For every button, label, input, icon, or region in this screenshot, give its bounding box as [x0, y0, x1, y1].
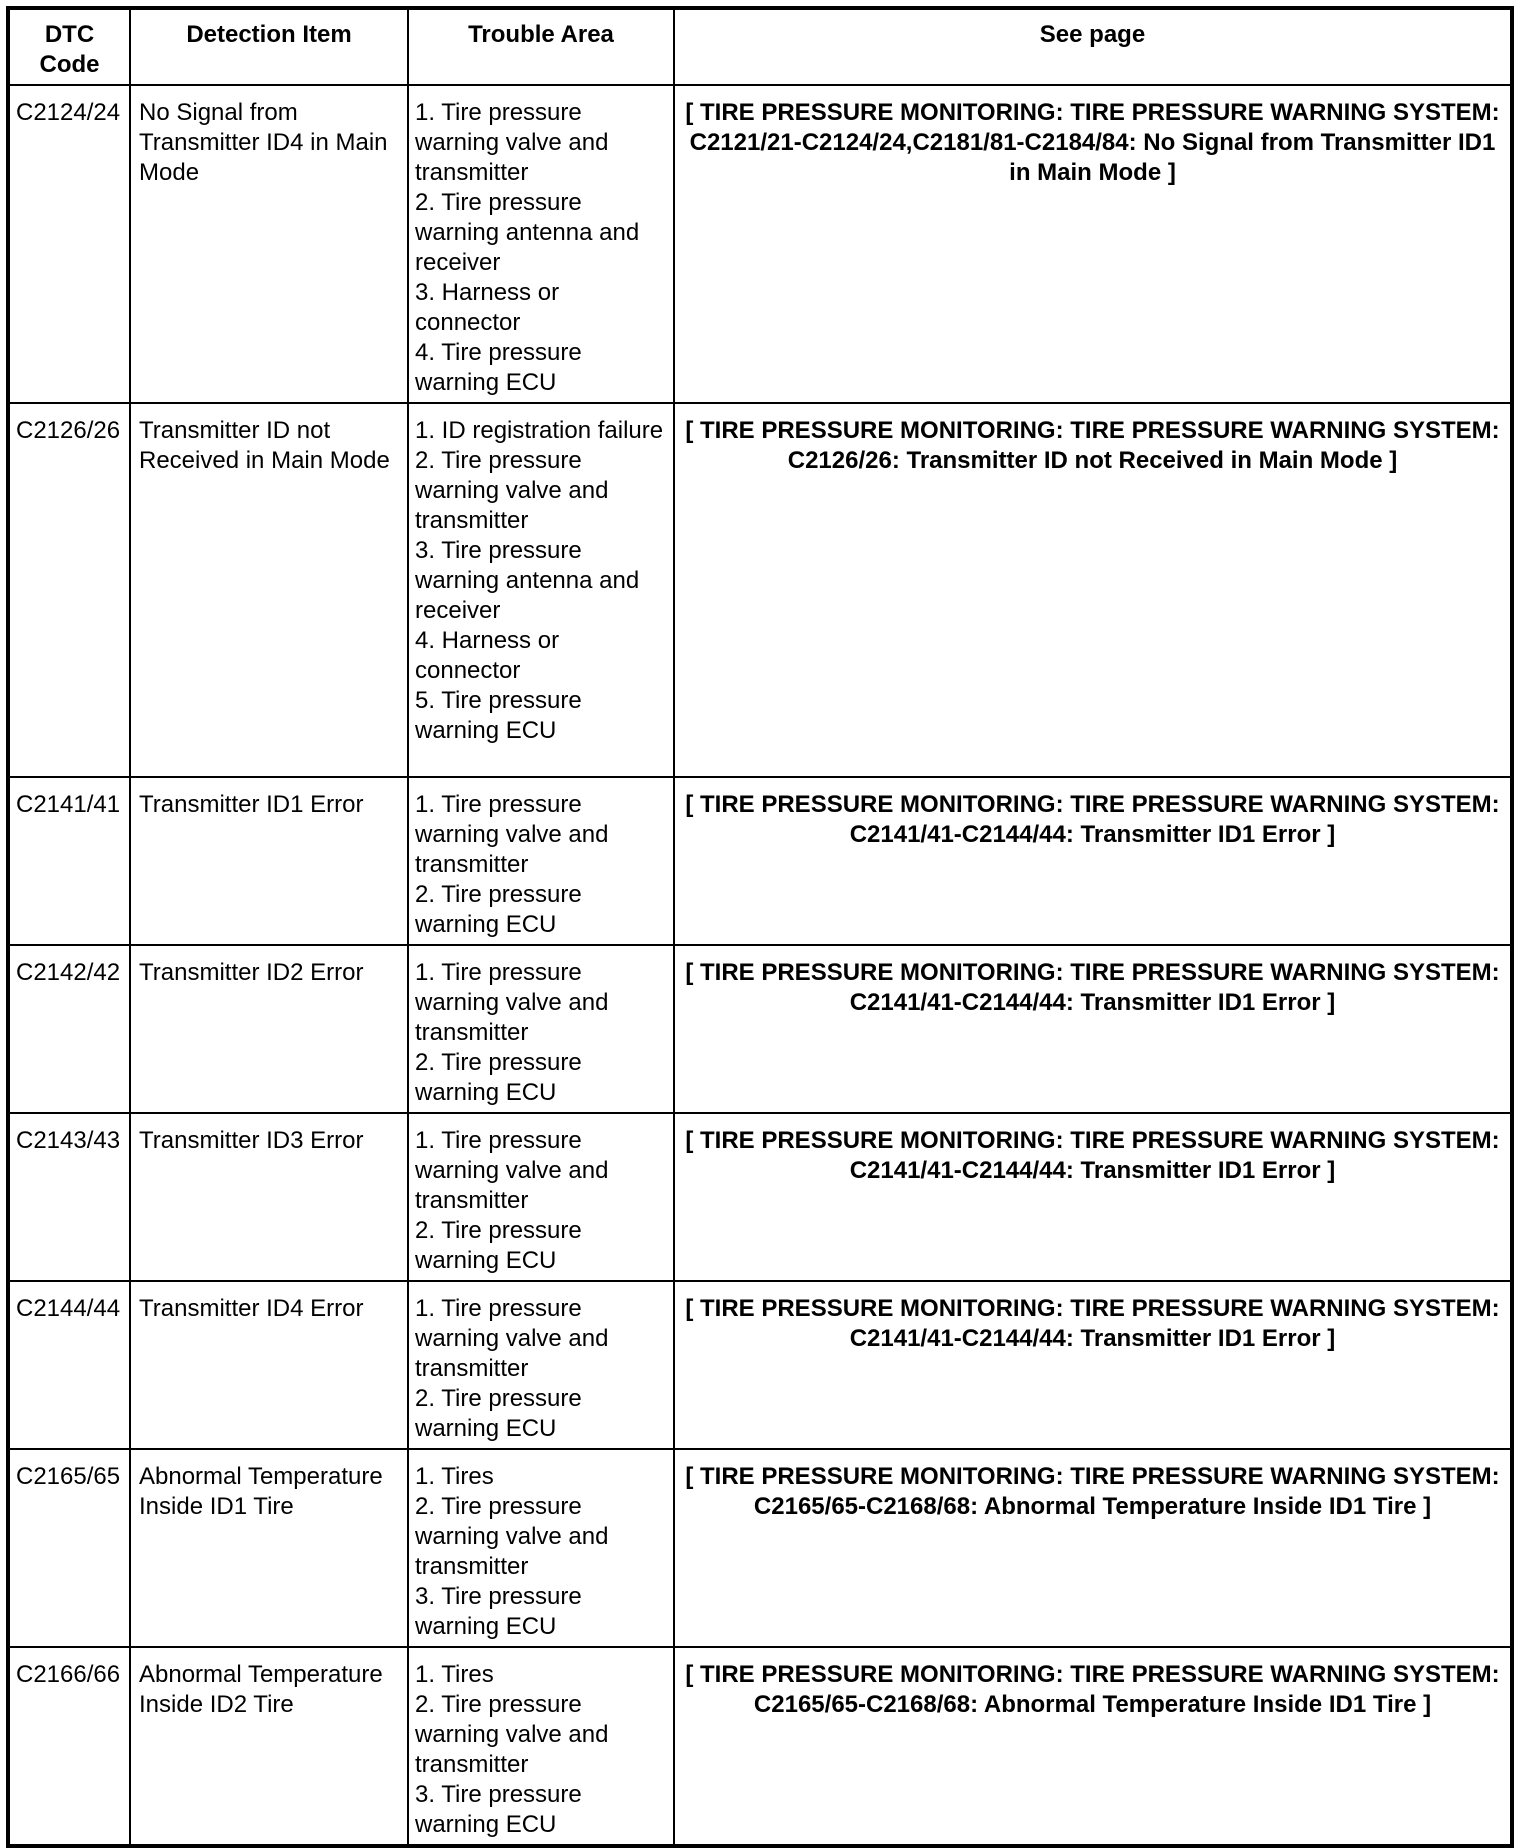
detection-item-cell: No Signal from Transmitter ID4 in Main Mode	[130, 85, 408, 403]
trouble-area-item: 2. Tire pressure warning valve and transmitter	[415, 447, 609, 534]
detection-item-cell: Transmitter ID2 Error	[130, 945, 408, 1113]
trouble-area-item: 2. Tire pressure warning antenna and receiver	[415, 189, 640, 276]
see-page-link[interactable]: [ TIRE PRESSURE MONITORING: TIRE PRESSURE WARNING SYSTEM: C2126/26: Transmitter ID not Received in Main Mode ]	[674, 403, 1512, 777]
trouble-area-item: 1. Tire pressure warning valve and transmitter	[415, 1295, 609, 1382]
trouble-area-cell	[408, 85, 674, 403]
dtc-table	[6, 6, 1514, 1848]
dtc-code-cell: C2166/66	[8, 1647, 130, 1846]
trouble-area-cell	[408, 1113, 674, 1281]
detection-item-cell: Transmitter ID3 Error	[130, 1113, 408, 1281]
table-row	[8, 85, 1512, 403]
table-row	[8, 1113, 1512, 1281]
trouble-area-cell	[408, 1449, 674, 1647]
detection-item-cell: Abnormal Temperature Inside ID1 Tire	[130, 1449, 408, 1647]
trouble-area-cell	[408, 403, 674, 777]
see-page-link[interactable]: [ TIRE PRESSURE MONITORING: TIRE PRESSURE WARNING SYSTEM: C2141/41-C2144/44: Transmitter ID1 Error ]	[674, 777, 1512, 945]
detection-item-cell: Abnormal Temperature Inside ID2 Tire	[130, 1647, 408, 1846]
trouble-area-item: 1. Tire pressure warning valve and transmitter	[415, 99, 609, 186]
trouble-area-cell	[408, 1281, 674, 1449]
trouble-area-item: 2. Tire pressure warning valve and transmitter	[415, 1493, 609, 1580]
table-body	[8, 85, 1512, 1846]
see-page-link[interactable]: [ TIRE PRESSURE MONITORING: TIRE PRESSURE WARNING SYSTEM: C2165/65-C2168/68: Abnormal Temperature Inside ID1 Tire ]	[674, 1647, 1512, 1846]
table-row	[8, 403, 1512, 777]
trouble-area-item: 2. Tire pressure warning ECU	[415, 1049, 582, 1106]
see-page-link[interactable]: [ TIRE PRESSURE MONITORING: TIRE PRESSURE WARNING SYSTEM: C2121/21-C2124/24,C2181/81-C2184/84: No Signal from Transmitter ID1 in Main Mode ]	[674, 85, 1512, 403]
trouble-area-item: 1. Tire pressure warning valve and transmitter	[415, 959, 609, 1046]
trouble-area-cell	[408, 777, 674, 945]
table-row	[8, 777, 1512, 945]
trouble-area-item: 1. Tires	[415, 1463, 494, 1490]
trouble-area-cell	[408, 1647, 674, 1846]
see-page-link[interactable]: [ TIRE PRESSURE MONITORING: TIRE PRESSURE WARNING SYSTEM: C2141/41-C2144/44: Transmitter ID1 Error ]	[674, 1281, 1512, 1449]
trouble-area-item: 2. Tire pressure warning ECU	[415, 881, 582, 938]
trouble-area-item: 2. Tire pressure warning ECU	[415, 1217, 582, 1274]
table-row	[8, 945, 1512, 1113]
trouble-area-item: 4. Harness or connector	[415, 627, 560, 684]
dtc-code-cell: C2144/44	[8, 1281, 130, 1449]
trouble-area-item: 1. Tire pressure warning valve and transmitter	[415, 791, 609, 878]
see-page-link[interactable]: [ TIRE PRESSURE MONITORING: TIRE PRESSURE WARNING SYSTEM: C2141/41-C2144/44: Transmitter ID1 Error ]	[674, 945, 1512, 1113]
trouble-area-item: 1. Tires	[415, 1661, 494, 1688]
trouble-area-item: 3. Tire pressure warning ECU	[415, 1583, 582, 1640]
detection-item-cell: Transmitter ID4 Error	[130, 1281, 408, 1449]
trouble-area-item: 1. Tire pressure warning valve and transmitter	[415, 1127, 609, 1214]
dtc-code-cell: C2165/65	[8, 1449, 130, 1647]
trouble-area-item: 2. Tire pressure warning ECU	[415, 1385, 582, 1442]
table-header	[8, 8, 1512, 85]
trouble-area-item: 3. Harness or connector	[415, 279, 560, 336]
dtc-code-cell: C2124/24	[8, 85, 130, 403]
trouble-area-item: 4. Tire pressure warning ECU	[415, 339, 582, 396]
header-dtc-code: DTC Code	[8, 8, 130, 85]
header-trouble-area: Trouble Area	[408, 8, 674, 85]
table-row	[8, 1281, 1512, 1449]
header-row	[8, 8, 1512, 85]
trouble-area-item: 3. Tire pressure warning ECU	[415, 1781, 582, 1838]
trouble-area-item: 1. ID registration failure	[415, 417, 664, 444]
dtc-code-cell: C2126/26	[8, 403, 130, 777]
header-detection-item: Detection Item	[130, 8, 408, 85]
see-page-link[interactable]: [ TIRE PRESSURE MONITORING: TIRE PRESSURE WARNING SYSTEM: C2141/41-C2144/44: Transmitter ID1 Error ]	[674, 1113, 1512, 1281]
table-row	[8, 1647, 1512, 1846]
dtc-code-cell: C2143/43	[8, 1113, 130, 1281]
dtc-code-cell: C2141/41	[8, 777, 130, 945]
detection-item-cell: Transmitter ID not Received in Main Mode	[130, 403, 408, 777]
trouble-area-item: 5. Tire pressure warning ECU	[415, 687, 582, 744]
trouble-area-item: 2. Tire pressure warning valve and transmitter	[415, 1691, 609, 1778]
trouble-area-item: 3. Tire pressure warning antenna and receiver	[415, 537, 640, 624]
see-page-link[interactable]: [ TIRE PRESSURE MONITORING: TIRE PRESSURE WARNING SYSTEM: C2165/65-C2168/68: Abnormal Temperature Inside ID1 Tire ]	[674, 1449, 1512, 1647]
header-see-page: See page	[674, 8, 1512, 85]
dtc-code-cell: C2142/42	[8, 945, 130, 1113]
table-row	[8, 1449, 1512, 1647]
trouble-area-cell	[408, 945, 674, 1113]
detection-item-cell: Transmitter ID1 Error	[130, 777, 408, 945]
